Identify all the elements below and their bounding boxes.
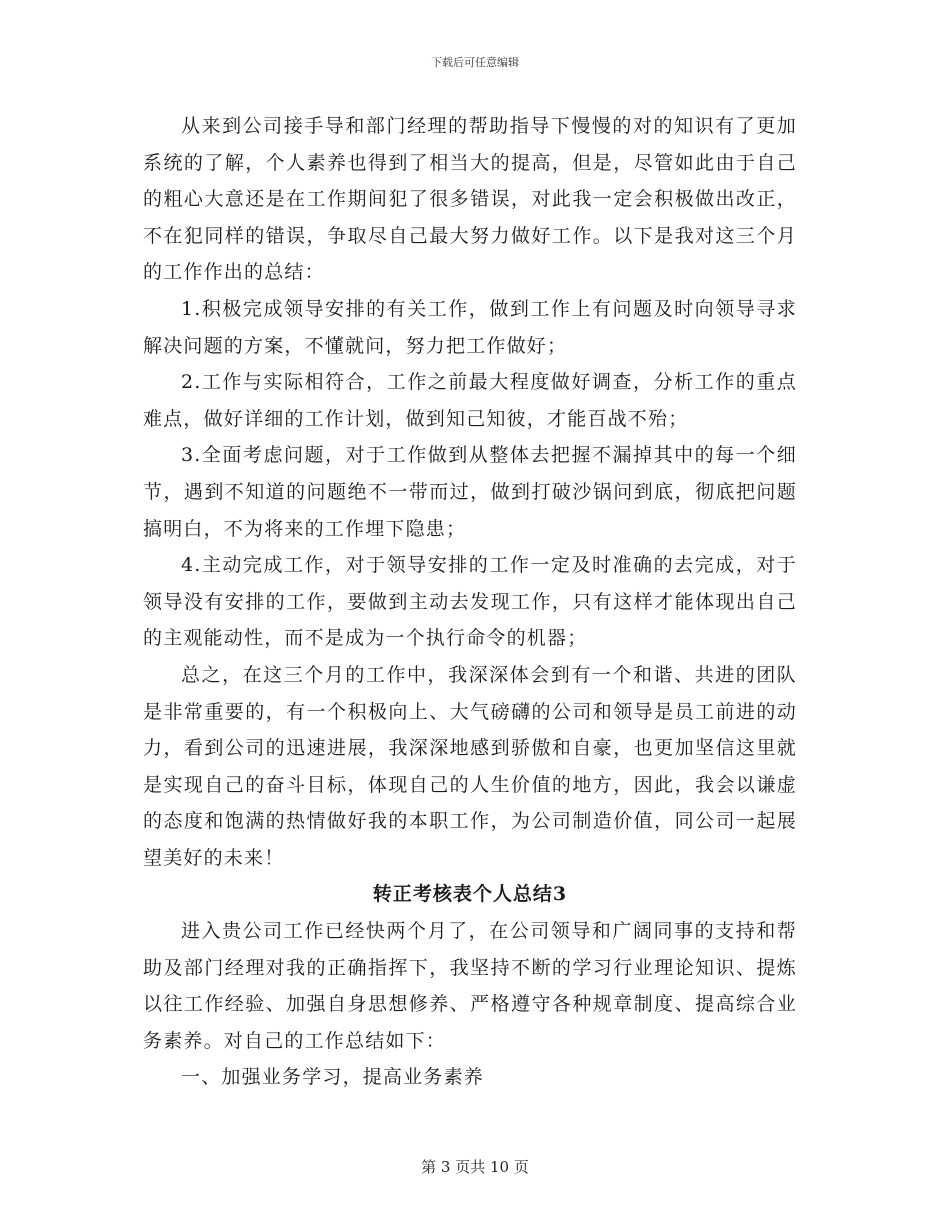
paragraph-item-4: 4.主动完成工作，对于领导安排的工作一定及时准确的去完成，对于领导没有安排的工作，要做到主动去发现工作，只有这样才能体现出自己的主观能动性，而不是成为一个执行命令的机器； [143,554,797,650]
header-note: 下载后可任意编辑 [431,56,519,69]
paragraph-conclusion: 总之，在这三个月的工作中，我深深体会到有一个和谐、共进的团队是非常重要的，有一个积极向上、大气磅礴的公司和领导是员工前进的动力，看到公司的迅速进展，我深深地感到骄傲和自豪，也更加坚信这里就是实现自己的奋斗目标，体现自己的人生价值的地方，因此，我会以谦虚的态度和饱满的热情做好我的本职工作，为公司制造价值，同公司一起展望美好的未来！ [143,663,797,869]
paragraph-intro: 从来到公司接手导和部门经理的帮助指导下慢慢的对的知识有了更加系统的了解，个人素养也得到了相当大的提高，但是，尽管如此由于自己的粗心大意还是在工作期间犯了很多错误，对此我一定会积极做出改正，不在犯同样的错误，争取尽自己最大努力做好工作。以下是我对这三个月的工作作出的总结： [143,115,797,284]
paragraph-section-intro: 进入贵公司工作已经快两个月了，在公司领导和广阔同事的支持和帮助及部门经理对我的正确指挥下，我坚持不断的学习行业理论知识、提炼以往工作经验、加强自身思想修养、严格遵守各种规章制度、提高综合业务素养。对自己的工作总结如下： [143,920,797,1052]
document-body [143,108,797,1096]
section-title: 转正考核表个人总结3 [372,883,568,906]
page-number: 第 3 页共 10 页 [421,1158,529,1176]
paragraph-item-2: 2.工作与实际相符合，工作之前最大程度做好调查，分析工作的重点难点，做好详细的工作计划，做到知己知彼，才能百战不殆； [143,371,797,430]
paragraph-section-subheading: 一、加强业务学习，提高业务素养 [181,1066,485,1089]
paragraph-item-3: 3.全面考虑问题，对于工作做到从整体去把握不漏掉其中的每一个细节，遇到不知道的问题绝不一带而过，做到打破沙锅问到底，彻底把问题搞明白，不为将来的工作埋下隐患； [143,444,797,540]
paragraph-item-1: 1.积极完成领导安排的有关工作，做到工作上有问题及时向领导寻求解决问题的方案，不懂就问，努力把工作做好； [143,297,797,357]
